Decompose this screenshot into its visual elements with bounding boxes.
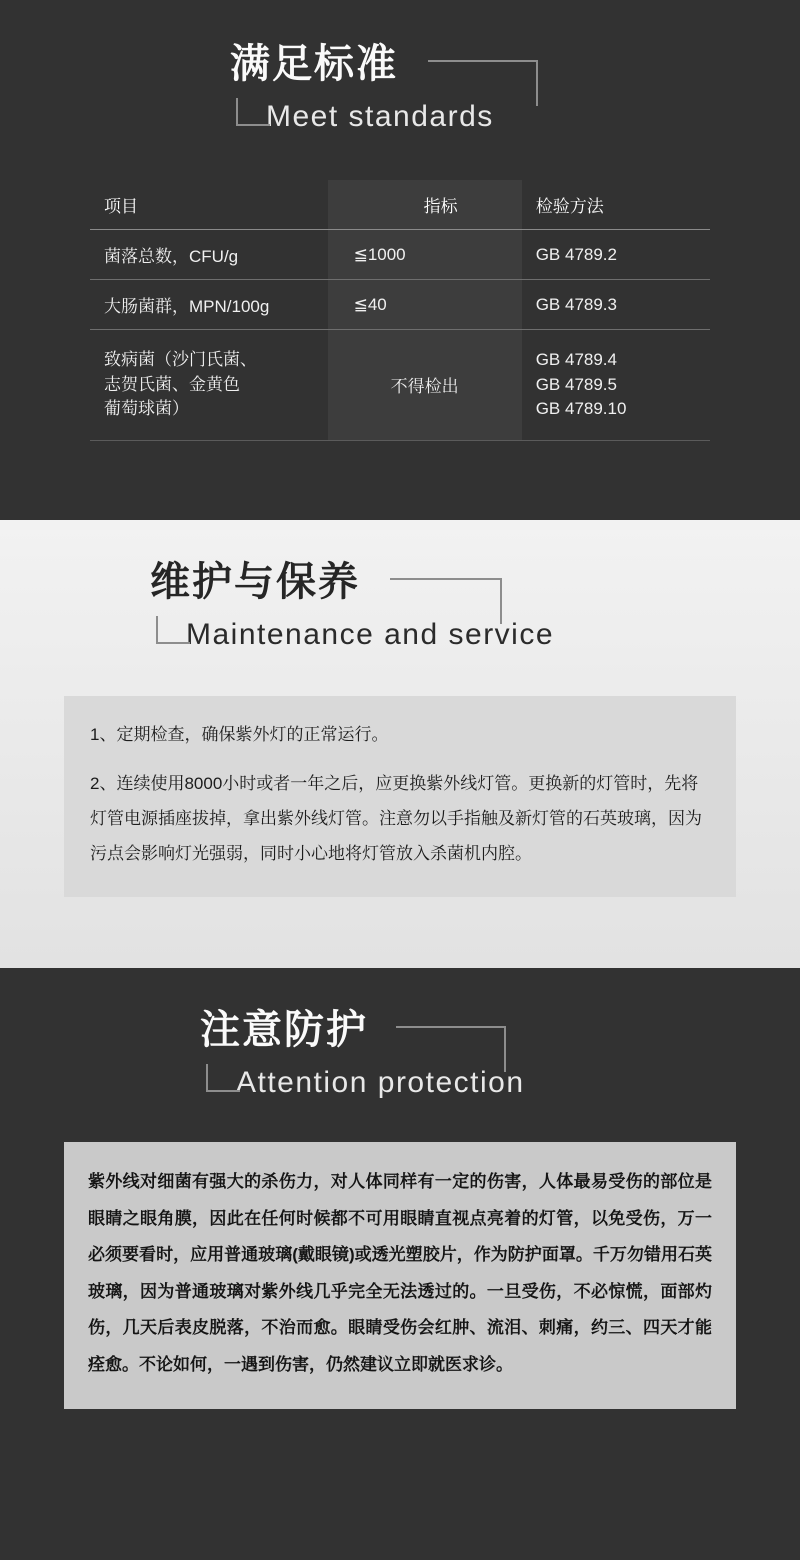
bracket-top-decoration bbox=[396, 1026, 506, 1072]
cell-index: ≦40 bbox=[328, 280, 522, 330]
heading-cn-text: 满足标准 bbox=[230, 42, 398, 86]
cell-item: 大肠菌群，MPN/100g bbox=[90, 280, 328, 330]
cell-index: ≦1000 bbox=[328, 230, 522, 280]
table-header-index: 指标 bbox=[328, 180, 522, 230]
table-row bbox=[90, 230, 710, 280]
cell-method-line: GB 4789.10 bbox=[535, 399, 627, 419]
bracket-bottom-decoration bbox=[236, 98, 270, 126]
cell-item-line: 志贺氏菌、金黄色 bbox=[104, 374, 240, 394]
cell-item-line: 致病菌（沙门氏菌、 bbox=[104, 350, 257, 369]
standards-table-body bbox=[90, 230, 710, 441]
cell-method-line: GB 4789.5 bbox=[535, 374, 617, 394]
heading-cn-text: 维护与保养 bbox=[150, 560, 360, 604]
heading-en-text: Maintenance and service bbox=[186, 618, 555, 651]
standards-table-wrapper bbox=[90, 180, 710, 441]
table-row bbox=[90, 280, 710, 330]
bracket-bottom-decoration bbox=[206, 1064, 240, 1092]
maintenance-text-panel bbox=[64, 696, 736, 897]
section-attention bbox=[0, 968, 800, 1560]
standards-table bbox=[90, 180, 710, 441]
maintenance-paragraph: 1、定期检查，确保紫外灯的正常运行。 bbox=[90, 725, 389, 744]
bracket-top-decoration bbox=[428, 60, 538, 106]
section-maintenance bbox=[0, 520, 800, 968]
heading-en-text: Meet standards bbox=[266, 100, 494, 133]
cell-method: GB 4789.2 bbox=[522, 230, 710, 280]
heading-maintenance bbox=[0, 520, 800, 650]
cell-method bbox=[522, 330, 710, 441]
table-header-item: 项目 bbox=[90, 180, 328, 230]
heading-cn-text: 注意防护 bbox=[200, 1008, 368, 1052]
cell-item-line: 葡萄球菌） bbox=[104, 399, 189, 419]
heading-attention bbox=[0, 968, 800, 1098]
cell-method: GB 4789.3 bbox=[522, 280, 710, 330]
table-header-method: 检验方法 bbox=[522, 180, 710, 230]
bracket-bottom-decoration bbox=[156, 616, 190, 644]
cell-item bbox=[90, 330, 328, 441]
cell-method-line: GB 4789.4 bbox=[535, 350, 617, 369]
cell-index: 不得检出 bbox=[328, 330, 522, 441]
table-header-row bbox=[90, 180, 710, 230]
table-row bbox=[90, 330, 710, 441]
standards-table-head bbox=[90, 180, 710, 230]
maintenance-paragraph: 2、连续使用8000小时或者一年之后，应更换紫外线灯管。更换新的灯管时，先将灯管电源插座拔掉，拿出紫外线灯管。注意勿以手指触及新灯管的石英玻璃，因为污点会影响灯光强弱，同时小心地将灯管放入杀菌机内腔。 bbox=[90, 773, 702, 863]
heading-meet-standards bbox=[0, 0, 800, 132]
bracket-top-decoration bbox=[390, 578, 502, 624]
section-meet-standards bbox=[0, 0, 800, 520]
attention-text-panel bbox=[64, 1142, 736, 1409]
attention-body-text: 紫外线对细菌有强大的杀伤力，对人体同样有一定的伤害，人体最易受伤的部位是眼睛之眼角膜，因此在任何时候都不可用眼睛直视点亮着的灯管，以免受伤，万一必须要看时，应用普通玻璃(戴眼镜)或透光塑胶片，作为防护面罩。千万勿错用石英玻璃，因为普通玻璃对紫外线几乎完全无法透过的。一旦受伤，不必惊慌，面部灼伤，几天后表皮脱落，不治而愈。眼睛受伤会红肿、流泪、刺痛，约三、四天才能痊愈。不论如何，一遇到伤害，仍然建议立即就医求诊。 bbox=[88, 1172, 712, 1374]
cell-item: 菌落总数，CFU/g bbox=[90, 230, 328, 280]
heading-en-text: Attention protection bbox=[236, 1066, 525, 1099]
